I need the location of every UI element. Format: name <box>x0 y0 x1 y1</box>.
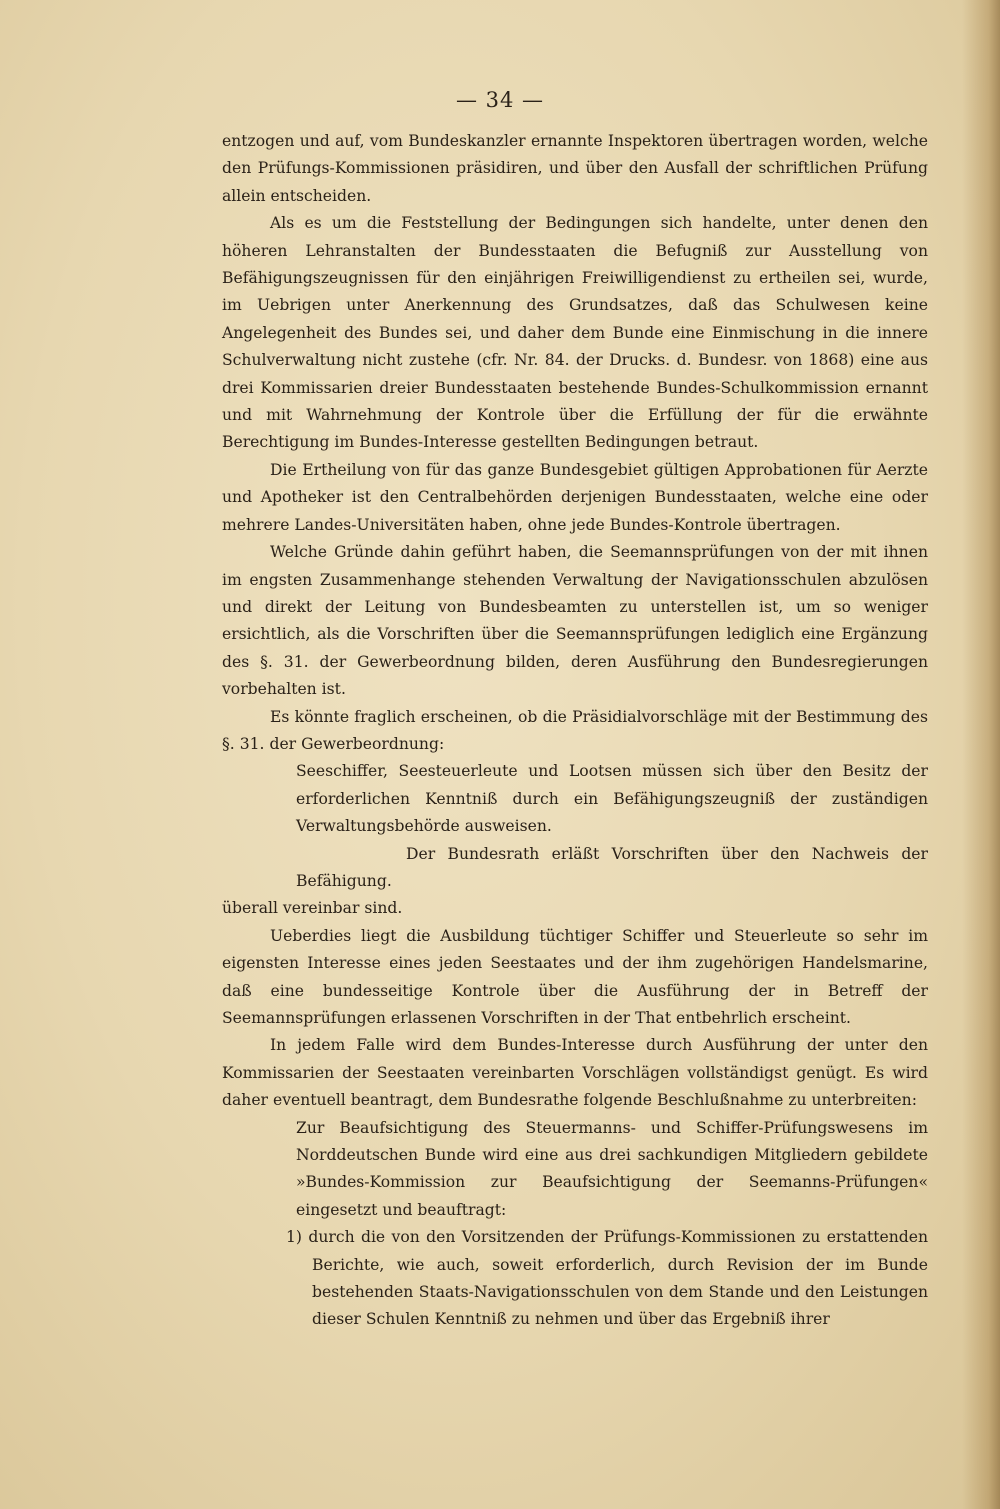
document-body <box>222 128 928 1334</box>
quoted-law-text-1: Seeschiffer, Seesteuerleute und Lootsen müssen sich über den Besitz der erforderlichen Kenntniß durch ein Befähigungszeugniß der zuständigen Verwaltungsbehörde ausweisen. <box>296 762 928 836</box>
page-edge-shadow <box>962 0 1000 1509</box>
paragraph-3: Die Ertheilung von für das ganze Bundesgebiet gültigen Approbationen für Aerzte und Apotheker ist den Centralbehörden derjenigen Bundesstaaten, welche eine oder mehrere Landes-Universitäten haben, ohne jede Bundes-Kontrole übertragen. <box>222 460 928 534</box>
paragraph-7: Ueberdies liegt die Ausbildung tüchtiger Schiffer und Steuerleute so sehr im eigensten Interesse eines jeden Seestaates und der ihm zugehörigen Handelsmarine, daß eine bundesseitige Kontrole über die Ausführung der in Betreff der Seemannsprüfungen erlassenen Vorschriften in der That entbehrlich erscheint. <box>222 926 928 1027</box>
paragraph-5: Es könnte fraglich erscheinen, ob die Präsidialvorschläge mit der Bestimmung des §. 31. der Gewerbeordnung: <box>222 707 928 753</box>
proposed-resolution: Zur Beaufsichtigung des Steuermanns- und Schiffer-Prüfungswesens im Norddeutschen Bunde wird eine aus drei sachkundigen Mitgliedern gebildete »Bundes-Kommission zur Beaufsichtigung der Seemanns-Prüfungen« eingesetzt und beauftragt: <box>296 1118 928 1219</box>
paragraph-1: entzogen und auf, vom Bundeskanzler ernannte Inspektoren übertragen worden, welche den Prüfungs-Kommissionen präsidiren, und über den Ausfall der schriftlichen Prüfung allein entscheiden. <box>222 132 928 205</box>
paragraph-8: In jedem Falle wird dem Bundes-Interesse durch Ausführung der unter den Kommissarien der Seestaaten vereinbarten Vorschlägen vollständigst genügt. Es wird daher eventuell beantragt, dem Bundesrathe folgende Beschlußnahme zu unterbreiten: <box>222 1036 928 1110</box>
page-number: — 34 — <box>455 88 545 112</box>
paragraph-2: Als es um die Feststellung der Bedingungen sich handelte, unter denen den höheren Lehranstalten der Bundesstaaten die Befugniß zur Ausstellung von Befähigungszeugnissen für den einjährigen Freiwilligendienst zu ertheilen sei, wurde, im Uebrigen unter Anerkennung des Grundsatzes, daß das Schulwesen keine Angelegenheit des Bundes sei, und daher dem Bunde eine Einmischung in die innere Schulverwaltung nicht zustehe (cfr. Nr. 84. der Drucks. d. Bundesr. von 1868) eine aus drei Kommissarien dreier Bundesstaaten bestehende Bundes-Schulkommission ernannt und mit Wahrnehmung der Kontrole über die Erfüllung der für die erwähnte Berechtigung im Bundes-Interesse gestellten Bedingungen betraut. <box>222 214 928 452</box>
resolution-item-1: 1) durch die von den Vorsitzenden der Prüfungs-Kommissionen zu erstattenden Berichte, wie auch, soweit erforderlich, durch Revision der im Bunde bestehenden Staats-Navigationsschulen von dem Stande und den Leistungen dieser Schulen Kenntniß zu nehmen und über das Ergebniß ihrer <box>286 1228 928 1329</box>
paragraph-6: überall vereinbar sind. <box>222 899 403 918</box>
paragraph-4: Welche Gründe dahin geführt haben, die Seemannsprüfungen von der mit ihnen im engsten Zusammenhange stehenden Verwaltung der Navigationsschulen abzulösen und direkt der Leitung von Bundesbeamten zu unterstellen ist, um so weniger ersichtlich, als die Vorschriften über die Seemannsprüfungen lediglich eine Ergänzung des §. 31. der Gewerbeordnung bilden, deren Ausführung den Bundesregierungen vorbehalten ist. <box>222 543 928 699</box>
quoted-law-text-2: Der Bundesrath erläßt Vorschriften über den Nachweis der Befähigung. <box>296 844 928 890</box>
